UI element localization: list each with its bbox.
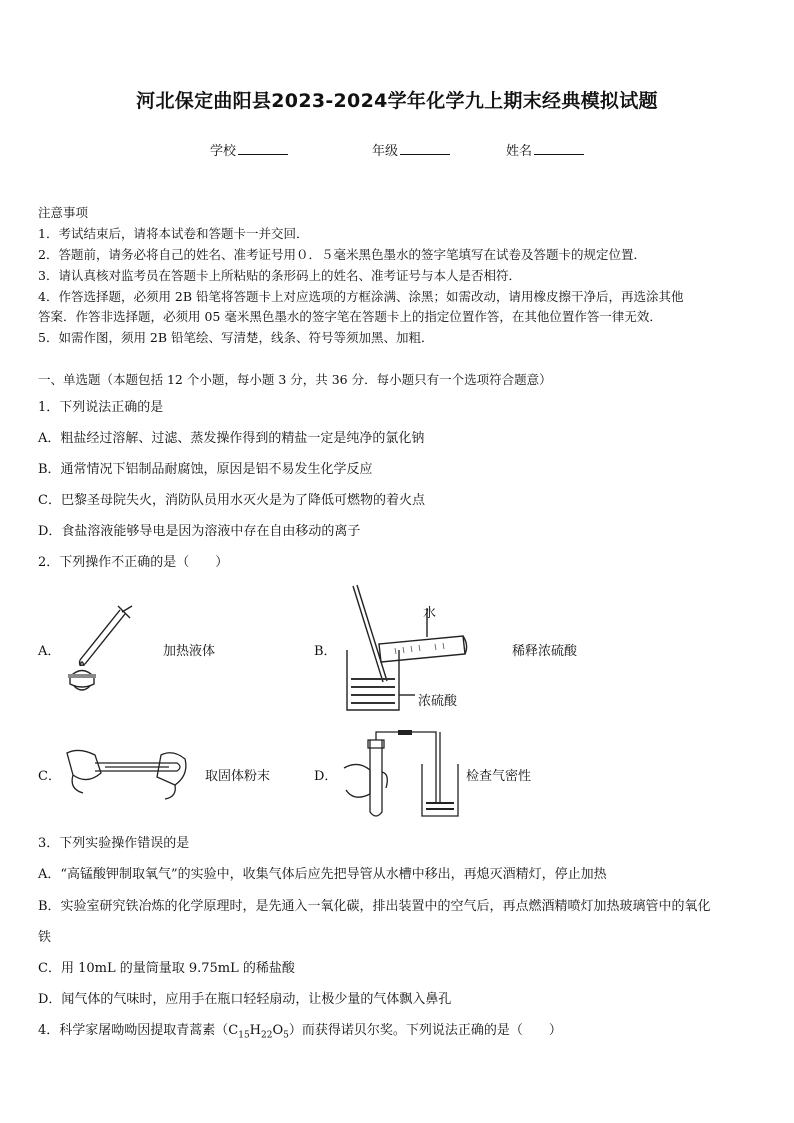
question-2-option-b-letter: B． [314,644,337,659]
heating-liquid-illustration [60,602,140,697]
grade-blank[interactable] [400,142,450,155]
question-2-option-c-letter: C． [38,769,61,784]
question-2-option-d-letter: D． [314,769,338,784]
question-2-option-b-water-label: 水 [423,606,437,621]
question-4-stem [38,1019,562,1041]
name-label: 姓名 [506,144,533,159]
formula-subscript: 15 [238,1030,250,1041]
question-2-option-d-caption: 检查气密性 [466,769,532,784]
question-1-stem: 1．下列说法正确的是 [38,400,164,415]
grade-label: 年级 [372,144,399,159]
formula-element: H [249,1023,262,1038]
question-1-option-d: D．食盐溶液能够导电是因为溶液中存在自由移动的离子 [38,524,361,539]
school-field[interactable] [210,140,288,159]
question-3-option-c: C．用 10mL 的量筒量取 9.75mL 的稀盐酸 [38,961,295,976]
grade-field[interactable] [372,140,450,159]
name-field[interactable] [506,140,584,159]
question-1-option-b: B．通常情况下铝制品耐腐蚀，原因是铝不易发生化学反应 [38,462,373,477]
question-2-option-b-caption: 稀释浓硫酸 [512,644,578,659]
formula-subscript: 5 [283,1030,289,1041]
question-3-option-b: B．实验室研究铁冶炼的化学原理时，是先通入一氧化碳，排出装置中的空气后，再点燃酒精喷灯加热玻璃管中的氧化 [38,899,711,914]
question-4-stem-suffix: ）而获得诺贝尔奖。下列说法正确的是（ ） [288,1023,562,1038]
question-3-stem: 3．下列实验操作错误的是 [38,836,190,851]
notice-item: 5．如需作图，须用 2B 铅笔绘、写清楚，线条、符号等须加黑、加粗． [38,330,434,345]
formula-element: O [272,1023,284,1038]
school-label: 学校 [210,144,237,159]
question-2-stem: 2．下列操作不正确的是（ ） [38,555,229,570]
page-title: 河北保定曲阳县2023-2024学年化学九上期末经典模拟试题 [136,90,658,112]
question-3-option-d: D．闻气体的气味时，应用手在瓶口轻轻扇动，让极少量的气体飘入鼻孔 [38,992,452,1007]
question-1-option-a: A．粗盐经过溶解、过滤、蒸发操作得到的精盐一定是纯净的氯化钠 [38,431,425,446]
notice-item: 4．作答选择题，必须用 2B 铅笔将答题卡上对应选项的方框涂满、涂黑；如需改动，请用橡皮擦干净后，再选涂其他 [38,289,684,304]
question-2-option-b-acid-label: 浓硫酸 [418,694,458,709]
question-3-option-b-continued: 铁 [38,930,52,945]
notice-item: 1．考试结束后，请将本试卷和答题卡一并交回． [38,226,309,241]
notice-heading: 注意事项 [38,205,89,220]
name-blank[interactable] [534,142,584,155]
taking-powder-illustration [65,745,190,803]
section-heading: 一、单选题（本题包括 12 个小题，每小题 3 分，共 36 分．每小题只有一个选项符合题意） [38,372,552,387]
airtightness-check-illustration [340,728,470,820]
question-1-option-c: C．巴黎圣母院失火，消防队员用水灭火是为了降低可燃物的着火点 [38,493,425,508]
question-3-option-a: A．“高锰酸钾制取氧气”的实验中，收集气体后应先把导管从水槽中移出，再熄灭酒精灯，停止加热 [38,867,607,882]
question-2-option-a-caption: 加热液体 [163,644,216,659]
school-blank[interactable] [238,142,288,155]
notice-item: 2．答题前，请务必将自己的姓名、准考证号用０．５毫米黑色墨水的签字笔填写在试卷及答题卡的规定位置． [38,247,646,262]
notice-item: 3．请认真核对监考员在答题卡上所粘贴的条形码上的姓名、准考证号与本人是否相符． [38,268,521,283]
question-4-stem-prefix: 4．科学家屠呦呦因提取青蒿素（C [38,1023,239,1038]
formula-subscript: 22 [261,1030,273,1041]
notice-item: 答案．作答非选择题，必须用 05 毫米黑色墨水的签字笔在答题卡上的指定位置作答，在其他位置作答一律无效． [38,309,662,324]
question-2-option-a-letter: A． [38,644,61,659]
question-2-option-c-caption: 取固体粉末 [205,769,271,784]
